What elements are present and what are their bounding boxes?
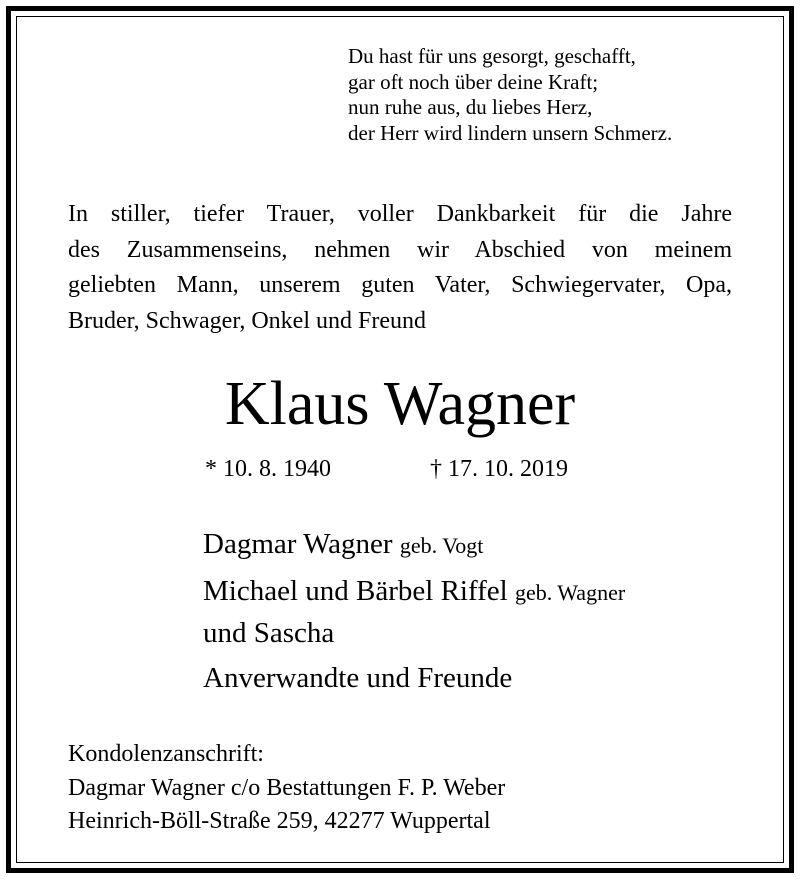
- intro-line: Bruder, Schwager, Onkel und Freund: [68, 307, 426, 334]
- condolence-line: Dagmar Wagner c/o Bestattungen F. P. Weber: [68, 774, 506, 801]
- birth-date: * 10. 8. 1940: [205, 456, 331, 482]
- poem-line: gar oft noch über deine Kraft;: [348, 69, 599, 94]
- condolence-line: Heinrich-Böll-Straße 259, 42277 Wuppertal: [68, 808, 491, 834]
- mourners-list: [203, 524, 625, 698]
- poem-line: Du hast für uns gesorgt, geschafft,: [348, 44, 636, 68]
- mourner-name: Michael und Bärbel Riffel: [203, 575, 508, 607]
- poem-line: nun ruhe aus, du liebes Herz,: [348, 95, 593, 119]
- maiden-name: geb. Wagner: [514, 580, 626, 605]
- intro-text: [68, 197, 732, 339]
- condolence-address: [68, 738, 505, 839]
- intro-line: geliebten Mann, unserem guten Vater, Schwiegervater, Opa,: [68, 272, 732, 298]
- relatives-line: Anverwandte und Freunde: [203, 662, 513, 694]
- intro-line: des Zusammenseins, nehmen wir Abschied von meinem: [68, 236, 732, 263]
- deceased-name: Klaus Wagner: [224, 370, 576, 438]
- mourner-row: [203, 524, 625, 566]
- death-date: † 17. 10. 2019: [430, 456, 568, 482]
- poem-line: der Herr wird lindern unsern Schmerz.: [348, 120, 673, 145]
- mourner-row-continuation: und Sascha: [203, 617, 335, 649]
- condolence-heading: Kondolenzanschrift:: [68, 741, 264, 767]
- poem: [348, 44, 672, 146]
- mourner-name: Dagmar Wagner: [203, 528, 393, 560]
- intro-line: In stiller, tiefer Trauer, voller Dankbarkeit für die Jahre: [68, 201, 732, 227]
- mourner-row: [203, 571, 625, 613]
- maiden-name: geb. Vogt: [399, 533, 484, 558]
